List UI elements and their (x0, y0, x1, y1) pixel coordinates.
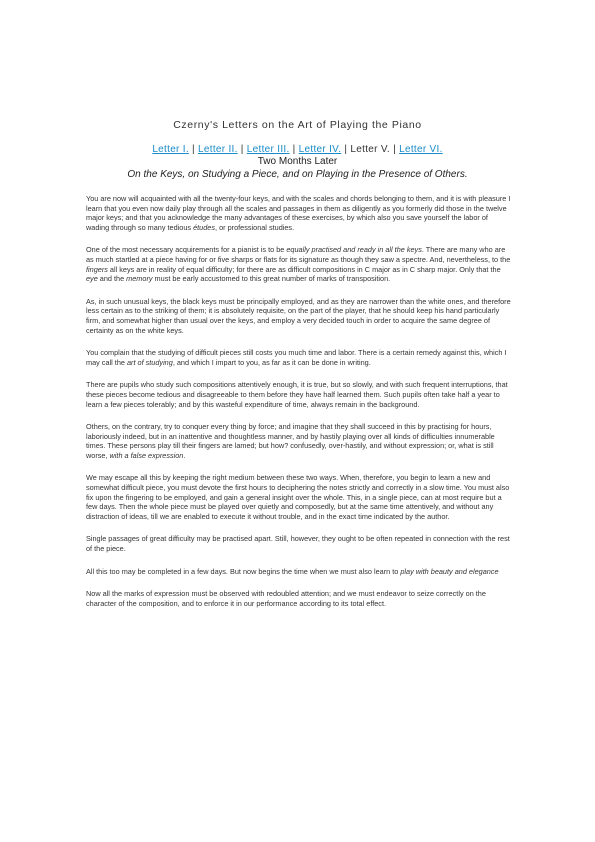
nav-separator: | (240, 144, 244, 155)
paragraph-3: As, in such unusual keys, the black keys must be principally employed, and as they are narrower than the white ones, and therefore less certain as to the striking of them; it is absolutely requisite, on the part of the player, that he should keep his hand particularly firm, and somewhat higher than usual over the keys, and employ a very decided touch in order to acquire the same degree of certainty as on the white keys. (86, 296, 511, 335)
nav-separator: | (393, 144, 397, 155)
nav-link-letter-2[interactable]: Letter II. (198, 144, 238, 155)
nav-separator: | (344, 144, 348, 155)
paragraph-6: Others, on the contrary, try to conquer every thing by force; and imagine that they shall succeed in this by practising for hours, laboriously indeed, but in an inattentive and thoughtless manner, and by hastily playing over all kinds of difficulties innumerable times. These persons play till their fingers are lamed; but how? confusedly, over-hastily, and without expression; or, what is still worse, with a false expression. (86, 422, 495, 460)
nav-separator: | (292, 144, 296, 155)
paragraph-4: You complain that the studying of difficult pieces still costs you much time and labor. There is a certain remedy against this, which I may call the art of studying, and which I impart to you, as far as it can be done in writing. (86, 348, 507, 367)
paragraph-2: One of the most necessary acquirements for a pianist is to be equally practised and ready in all the keys. There are many who are as much startled at a piece having for or five sharps or flats for its signature as though they saw a spectre. And, nevertheless, to the fingers all keys are in reality of equal difficulty; for there are as difficult compositions in C major as in C sharp major. Only that the eye and the memory must be early accustomed to this great number of marks of transposition. (86, 245, 511, 284)
paragraph-7: We may escape all this by keeping the right medium between these two ways. When, therefore, you begin to learn a new and somewhat difficult piece, you must devote the first hours to deciphering the notes strictly and correctly in a slow time. You must also fix upon the fingering to be employed, and gain a general insight over the whole. This, in a single piece, can at most require but a few days. Then the whole piece must be played over quietly and composedly, but at the same time attentively, and without any distraction of ideas, till we are enabled to execute it without trouble, and in the exact time indicated by the author. (86, 473, 510, 521)
nav-separator: | (192, 144, 195, 155)
paragraph-5: There are pupils who study such compositions attentively enough, it is true, but so slowly, and with such frequent interruptions, that these pieces become tedious and disagreeable to them before they have half learned them. Such pupils often take half a year to learn a few pieces tolerably; and by this wasteful expenditure of time, always remain in the background. (86, 380, 508, 409)
nav-link-letter-3[interactable]: Letter III. (246, 144, 290, 155)
letter-subtitle: Two Months Later (257, 156, 338, 167)
paragraph-1: You are now will acquainted with all the twenty-four keys, and with the scales and chords belonging to them, and it is with pleasure I learn that you even now daily play through all the scales and passages in them as diligently as you formerly did those in the twelve major keys; and that you acknowledge the many advantages of these exercises, by which also you save yourself the labor of wading through so many tedious études, or professional studies. (86, 194, 511, 232)
page-title: Czerny's Letters on the Art of Playing the Piano (173, 119, 422, 131)
paragraph-9: All this too may be completed in a few days. But now begins the time when we must also learn to play with beauty and elegance (86, 566, 499, 576)
nav-link-letter-4[interactable]: Letter IV. (298, 144, 342, 155)
nav-link-letter-1[interactable]: Letter I. (152, 144, 189, 155)
nav-current-letter-5: Letter V. (350, 144, 391, 155)
letter-topic: On the Keys, on Studying a Piece, and on Playing in the Presence of Others. (127, 169, 468, 180)
paragraph-8: Single passages of great difficulty may be practised apart. Still, however, they ought to be often repeated in connection with the rest of the piece. (86, 534, 510, 554)
letter-body (86, 194, 512, 621)
paragraph-10: Now all the marks of expression must be observed with redoubled attention; and we must endeavor to seize correctly on the character of the composition, and to enforce it in our performance according to its total effect. (86, 589, 486, 608)
nav-link-letter-6[interactable]: Letter VI. (399, 144, 443, 155)
letter-navigation (0, 144, 595, 155)
